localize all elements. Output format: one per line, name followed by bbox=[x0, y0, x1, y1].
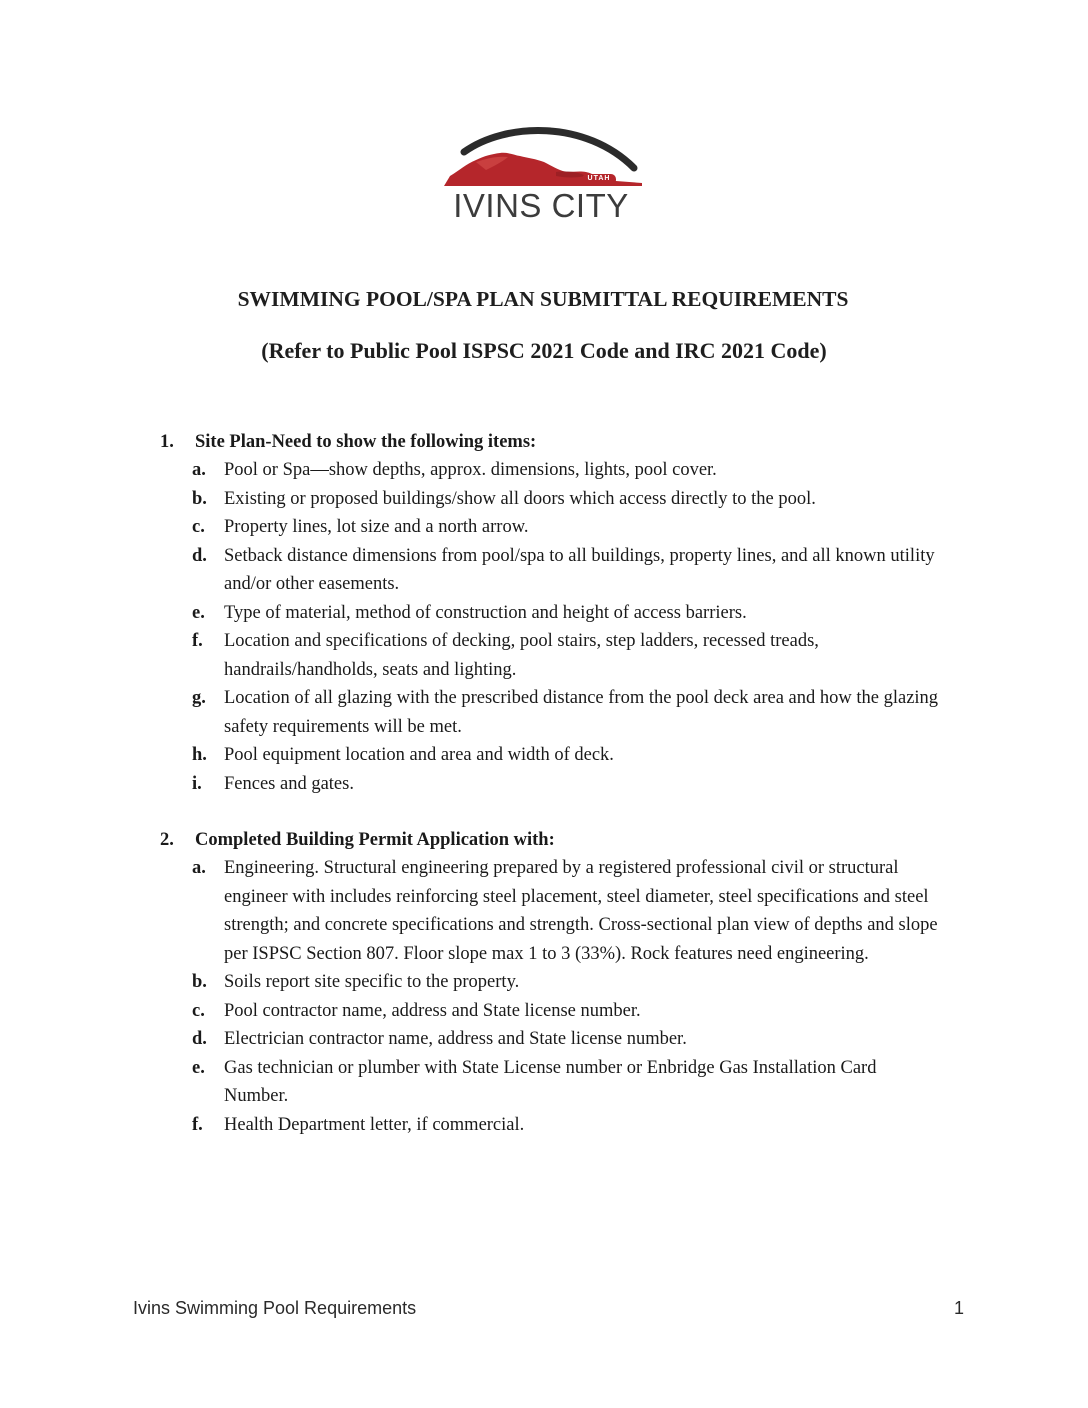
item-text: Health Department letter, if commercial. bbox=[224, 1114, 525, 1135]
list-item bbox=[160, 456, 960, 485]
item-text: Soils report site specific to the property. bbox=[224, 972, 520, 992]
list-item bbox=[160, 485, 960, 514]
item-text: Electrician contractor name, address and State license number. bbox=[224, 1029, 687, 1049]
list-item bbox=[160, 741, 960, 770]
list-item bbox=[160, 1025, 960, 1054]
item-text: Type of material, method of construction and height of access barriers. bbox=[224, 602, 747, 623]
list-item bbox=[160, 770, 960, 799]
list-item bbox=[160, 997, 960, 1026]
item-text: Pool or Spa—show depths, approx. dimensions, lights, pool cover. bbox=[224, 460, 717, 480]
item-text: Gas technician or plumber with State License number or Enbridge Gas Installation Card Number. bbox=[224, 1057, 877, 1106]
list-item bbox=[160, 542, 960, 599]
list-item bbox=[160, 968, 960, 997]
item-letter: c. bbox=[192, 517, 205, 537]
item-letter: d. bbox=[192, 1029, 207, 1049]
requirements-list bbox=[160, 854, 960, 1139]
logo-wordmark: IVINS CITY bbox=[453, 187, 629, 224]
list-item bbox=[160, 1054, 960, 1111]
item-text: Fences and gates. bbox=[224, 773, 354, 794]
item-text: Property lines, lot size and a north arrow. bbox=[224, 517, 529, 537]
item-text: Location of all glazing with the prescribed distance from the pool deck area and how the glazing safety requirements will be met. bbox=[224, 688, 939, 737]
list-item bbox=[160, 854, 960, 968]
item-letter: d. bbox=[192, 545, 207, 566]
footer-label: Ivins Swimming Pool Requirements bbox=[133, 1298, 417, 1318]
item-letter: e. bbox=[192, 602, 205, 623]
item-letter: a. bbox=[192, 858, 206, 878]
item-letter: b. bbox=[192, 488, 207, 509]
item-letter: f. bbox=[192, 1114, 203, 1135]
list-item bbox=[160, 684, 960, 741]
item-letter: b. bbox=[192, 972, 207, 992]
section-title: Completed Building Permit Application with: bbox=[195, 830, 555, 850]
item-text: Location and specifications of decking, pool stairs, step ladders, recessed treads, handrails/handholds, seats and lighting. bbox=[224, 631, 819, 680]
section-title: Site Plan-Need to show the following items: bbox=[195, 432, 537, 452]
section-building-permit bbox=[160, 826, 960, 1139]
section-site-plan bbox=[160, 428, 960, 798]
item-letter: f. bbox=[192, 631, 203, 651]
list-item bbox=[160, 1111, 960, 1140]
section-number: 1. bbox=[160, 432, 174, 452]
item-text: Setback distance dimensions from pool/spa to all buildings, property lines, and all known utility and/or other easements. bbox=[224, 545, 935, 594]
document-title: SWIMMING POOL/SPA PLAN SUBMITTAL REQUIREMENTS bbox=[237, 287, 849, 311]
list-item bbox=[160, 627, 960, 684]
item-letter: a. bbox=[192, 460, 206, 480]
ivins-city-logo bbox=[436, 126, 646, 226]
page-number: 1 bbox=[954, 1298, 965, 1318]
item-text: Pool contractor name, address and State license number. bbox=[224, 1000, 641, 1021]
item-text: Engineering. Structural engineering prepared by a registered professional civil or structural engineer with includes reinforcing steel placement, steel diameter, steel specifications and steel strength; and concrete specifications and strength. Cross-sectional plan view of depths and slope per ISPSC Section 807. Floor slope max 1 to 3 (33%). Rock features need engineering. bbox=[224, 858, 938, 964]
item-text: Pool equipment location and area and width of deck. bbox=[224, 745, 614, 765]
section-heading bbox=[160, 428, 960, 456]
item-letter: e. bbox=[192, 1057, 205, 1078]
section-heading bbox=[160, 826, 960, 854]
item-letter: g. bbox=[192, 688, 206, 708]
logo-badge-text: UTAH bbox=[587, 175, 611, 182]
item-text: Existing or proposed buildings/show all doors which access directly to the pool. bbox=[224, 488, 816, 509]
document-subtitle: (Refer to Public Pool ISPSC 2021 Code and IRC 2021 Code) bbox=[261, 338, 827, 363]
item-letter: c. bbox=[192, 1000, 205, 1021]
item-letter: i. bbox=[192, 773, 202, 794]
item-letter: h. bbox=[192, 745, 207, 765]
requirements-list bbox=[160, 456, 960, 798]
list-item bbox=[160, 513, 960, 542]
list-item bbox=[160, 599, 960, 628]
section-number: 2. bbox=[160, 830, 174, 850]
